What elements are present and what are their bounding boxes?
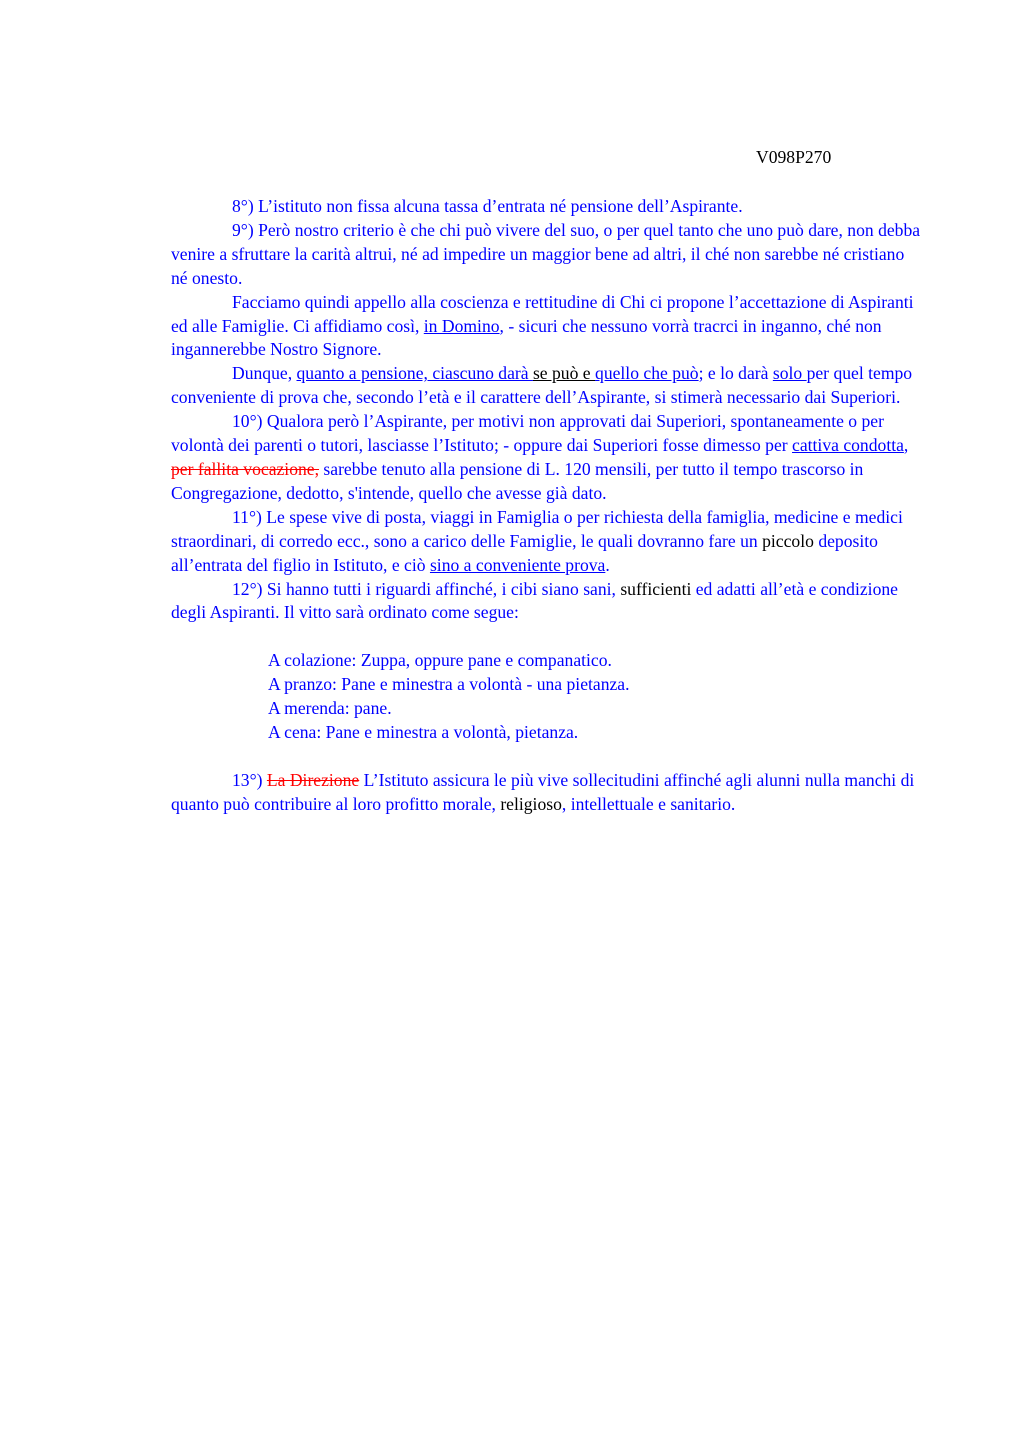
dunque-text-2: ; e lo darà [698,363,773,384]
in-domino-underlined: in Domino [423,315,500,336]
p11-period: . [605,554,610,575]
se-puo-inserted: se può e [532,363,596,384]
p12-text-1: 12°) Si hanno tutti i riguardi affinché, i cibi siano sani, [232,578,621,599]
document-code: V098P270 [756,147,832,167]
paragraph-13 [171,769,923,817]
solo-underlined: solo [772,363,807,384]
paragraph-9: 9°) Però nostro criterio è che chi può vivere del suo, o per quel tanto che uno può dare, non debba venire a sfruttare la carità altrui, né ad impedire un maggior bene ad altri, il ché non sarebbe né cristiano né onesto. [171,219,921,288]
paragraph-11 [171,506,923,578]
meal-item: A pranzo: Pane e minestra a volontà - una pietanza. [268,674,630,695]
paragraph-10 [171,410,923,506]
paragraph-dunque [171,362,923,410]
appeal-text-1: Facciamo quindi appello alla coscienza e rettitudine di Chi ci propone l’accettazione di Aspiranti ed alle Famiglie. Ci affidiamo così, [171,291,914,336]
paragraph-appeal [171,291,923,363]
paragraph-8: 8°) L’istituto non fissa alcuna tassa d’entrata né pensione dell’Aspirante. [232,196,743,216]
p10-text-2: sarebbe tenuto alla pensione di L. 120 mensili, per tutto il tempo trascorso in Congregazione, dedotto, s'intende, quello che avesse già dato. [171,458,864,503]
sufficienti-inserted: sufficienti [620,578,692,599]
meal-list [268,649,923,745]
document-body [171,195,923,817]
deleted-fallita-vocazione: per fallita vocazione, [171,458,320,479]
paragraph-12 [171,578,923,626]
pension-phrase-underlined: quanto a pensione, ciascuno darà [296,363,533,384]
piccolo-inserted: piccolo [762,530,814,551]
p10-text-1: 10°) Qualora però l’Aspirante, per motivi non approvati dai Superiori, spontaneamente o per volontà dei parenti o tutori, lasciasse l’Istituto; - oppure dai Superiori fosse dimesso per [171,411,884,456]
appeal-text-2: , - sicuri che nessuno vorrà tracrci in inganno, ché non ingannerebbe Nostro Signore. [171,315,882,360]
p11-text-2: deposito all’entrata del figlio in Istituto, e ciò [171,530,878,575]
meal-item: A cena: Pane e minestra a volontà, pietanza. [268,721,579,742]
p13-text-1: L’Istituto assicura le più vive sollecitudini affinché agli alunni nulla manchi di quanto può contribuire al loro profitto morale, [171,769,915,814]
p13-number: 13°) [232,769,267,790]
religioso-inserted: religioso [500,793,562,814]
sino-a-conveniente-prova-underlined: sino a conveniente prova [429,554,606,575]
deleted-la-direzione: La Direzione [266,769,360,790]
p10-comma: , [903,435,909,456]
meal-item: A colazione: Zuppa, oppure pane e companatico. [268,650,612,671]
quello-che-puo-underlined: quello che può [595,363,699,384]
cattiva-condotta-underlined: cattiva condotta [792,435,904,456]
p11-text-1: 11°) Le spese vive di posta, viaggi in Famiglia o per richiesta della famiglia, medicine e medici straordinari, di corredo ecc., sono a carico delle Famiglie, le quali dovranno fare un [171,506,903,551]
p13-text-2: , intellettuale e sanitario. [561,793,736,814]
dunque-text-3: per quel tempo conveniente di prova che, secondo l’età e il carattere dell’Aspirante, si stimerà necessario dai Superiori. [171,363,913,408]
p12-text-2: ed adatti all’età e condizione degli Aspiranti. Il vitto sarà ordinato come segue: [171,578,898,623]
dunque-text-1: Dunque, [232,363,297,384]
meal-item: A merenda: pane. [268,698,392,719]
